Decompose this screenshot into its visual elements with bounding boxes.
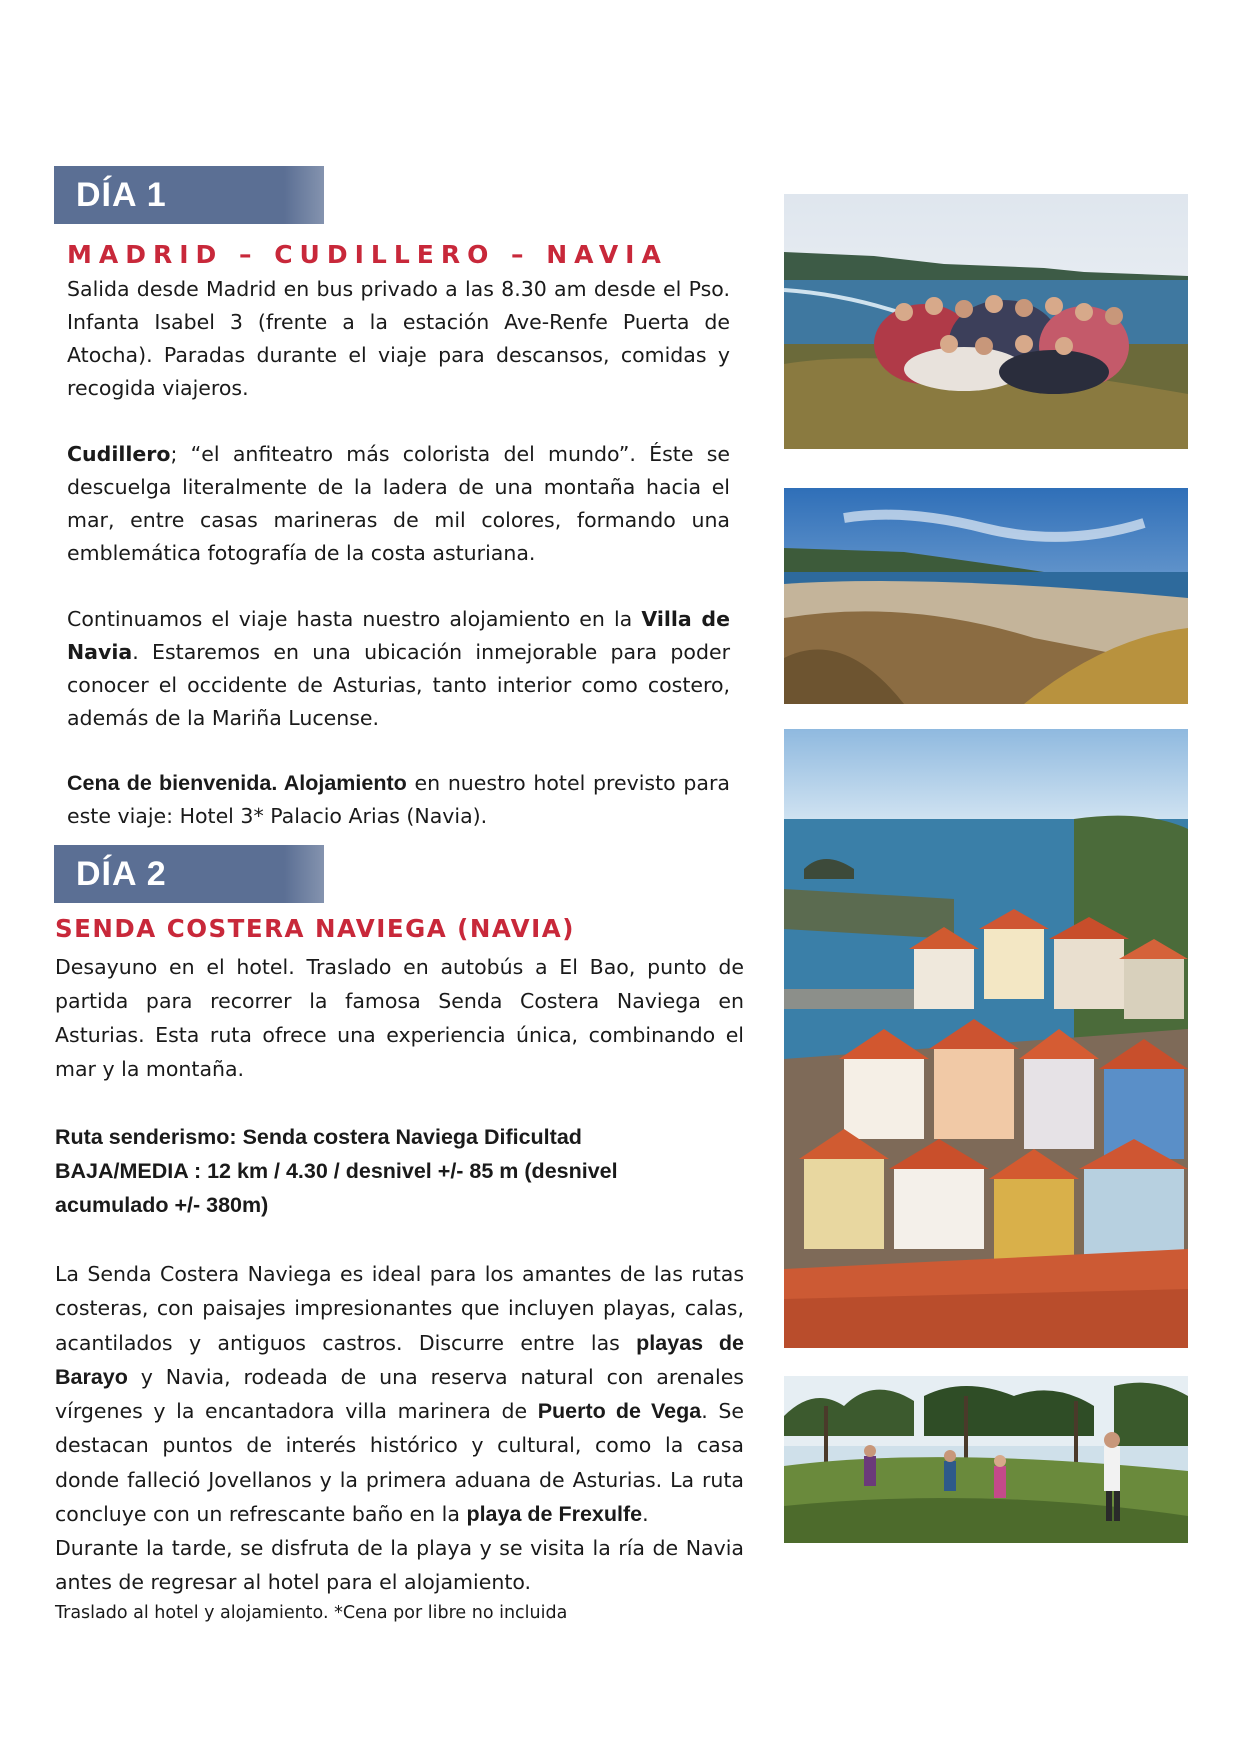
day-1-route-title: MADRID – CUDILLERO – NAVIA <box>67 240 668 269</box>
day-2-banner-label: DÍA 2 <box>76 855 167 893</box>
day-1-paragraph-3: Continuamos el viaje hasta nuestro alojamiento en la Villa de Navia. Estaremos en una ubicación inmejorable para poder conocer el occidente de Asturias, tanto interior como costero, además de la Mariña Lucense. <box>67 607 730 730</box>
photo-beach-coast <box>784 488 1188 704</box>
day-2-paragraph-1: Desayuno en el hotel. Traslado en autobús a El Bao, punto de partida para recorrer la famosa Senda Costera Naviega en Asturias. Esta ruta ofrece una experiencia única, combinando el mar y la montaña. <box>55 955 744 1081</box>
day-1-paragraph-4: Cena de bienvenida. Alojamiento en nuestro hotel previsto para este viaje: Hotel 3* Palacio Arias (Navia). <box>67 771 730 828</box>
day-1-banner <box>54 166 324 224</box>
day-2-paragraph-4: Durante la tarde, se disfruta de la playa y se visita la ría de Navia antes de regresar al hotel para el alojamiento. <box>55 1536 744 1594</box>
day-1-paragraph-2: Cudillero; “el anfiteatro más colorista del mundo”. Éste se descuelga literalmente de la ladera de una montaña hacia el mar, entre casas marineras de mil colores, formando una emblemática fotografía de la costa asturiana. <box>67 442 730 565</box>
cena-alojamiento-bold: Cena de bienvenida. Alojamiento <box>67 771 407 795</box>
photo-hikers-forest-trail <box>784 1376 1188 1543</box>
cudillero-bold: Cudillero <box>67 442 171 466</box>
day-2-route-title: SENDA COSTERA NAVIEGA (NAVIA) <box>55 914 575 943</box>
day-2-route-info: Ruta senderismo: Senda costera Naviega Dificultad BAJA/MEDIA : 12 km / 4.30 / desnivel +/- 85 m (desnivel acumulado +/- 380m) <box>55 1125 618 1217</box>
playas-de-barayo-bold: playas de Barayo <box>55 1330 744 1389</box>
day-2-banner <box>54 845 324 903</box>
photo-cudillero-village <box>784 729 1188 1348</box>
photo-group-hikers-coast <box>784 194 1188 449</box>
villa-de-navia-bold: Villa de Navia <box>67 607 730 664</box>
day-1-paragraph-1: Salida desde Madrid en bus privado a las 8.30 am desde el Pso. Infanta Isabel 3 (frente a la estación Ave-Renfe Puerta de Atocha). Paradas durante el viaje para descansos, comidas y recogida viajeros. <box>67 277 730 400</box>
day-2-paragraph-3: La Senda Costera Naviega es ideal para los amantes de las rutas costeras, con paisajes impresionantes que incluyen playas, calas, acantilados y antiguos castros. Discurre entre las playas de Barayo y Navia, rodeada de una reserva natural con arenales vírgenes y la encantadora villa marinera de Puerto de Vega. Se destacan puntos de interés histórico y cultural, como la casa donde falleció Jovellanos y la primera aduana de Asturias. La ruta concluye con un refrescante baño en la playa de Frexulfe. <box>55 1262 744 1527</box>
day-1-banner-label: DÍA 1 <box>76 176 167 214</box>
puerto-de-vega-bold: Puerto de Vega <box>537 1399 702 1424</box>
day-2-footnote: Traslado al hotel y alojamiento. *Cena por libre no incluida <box>55 1603 568 1623</box>
playa-de-frexulfe-bold: playa de Frexulfe <box>466 1502 643 1527</box>
